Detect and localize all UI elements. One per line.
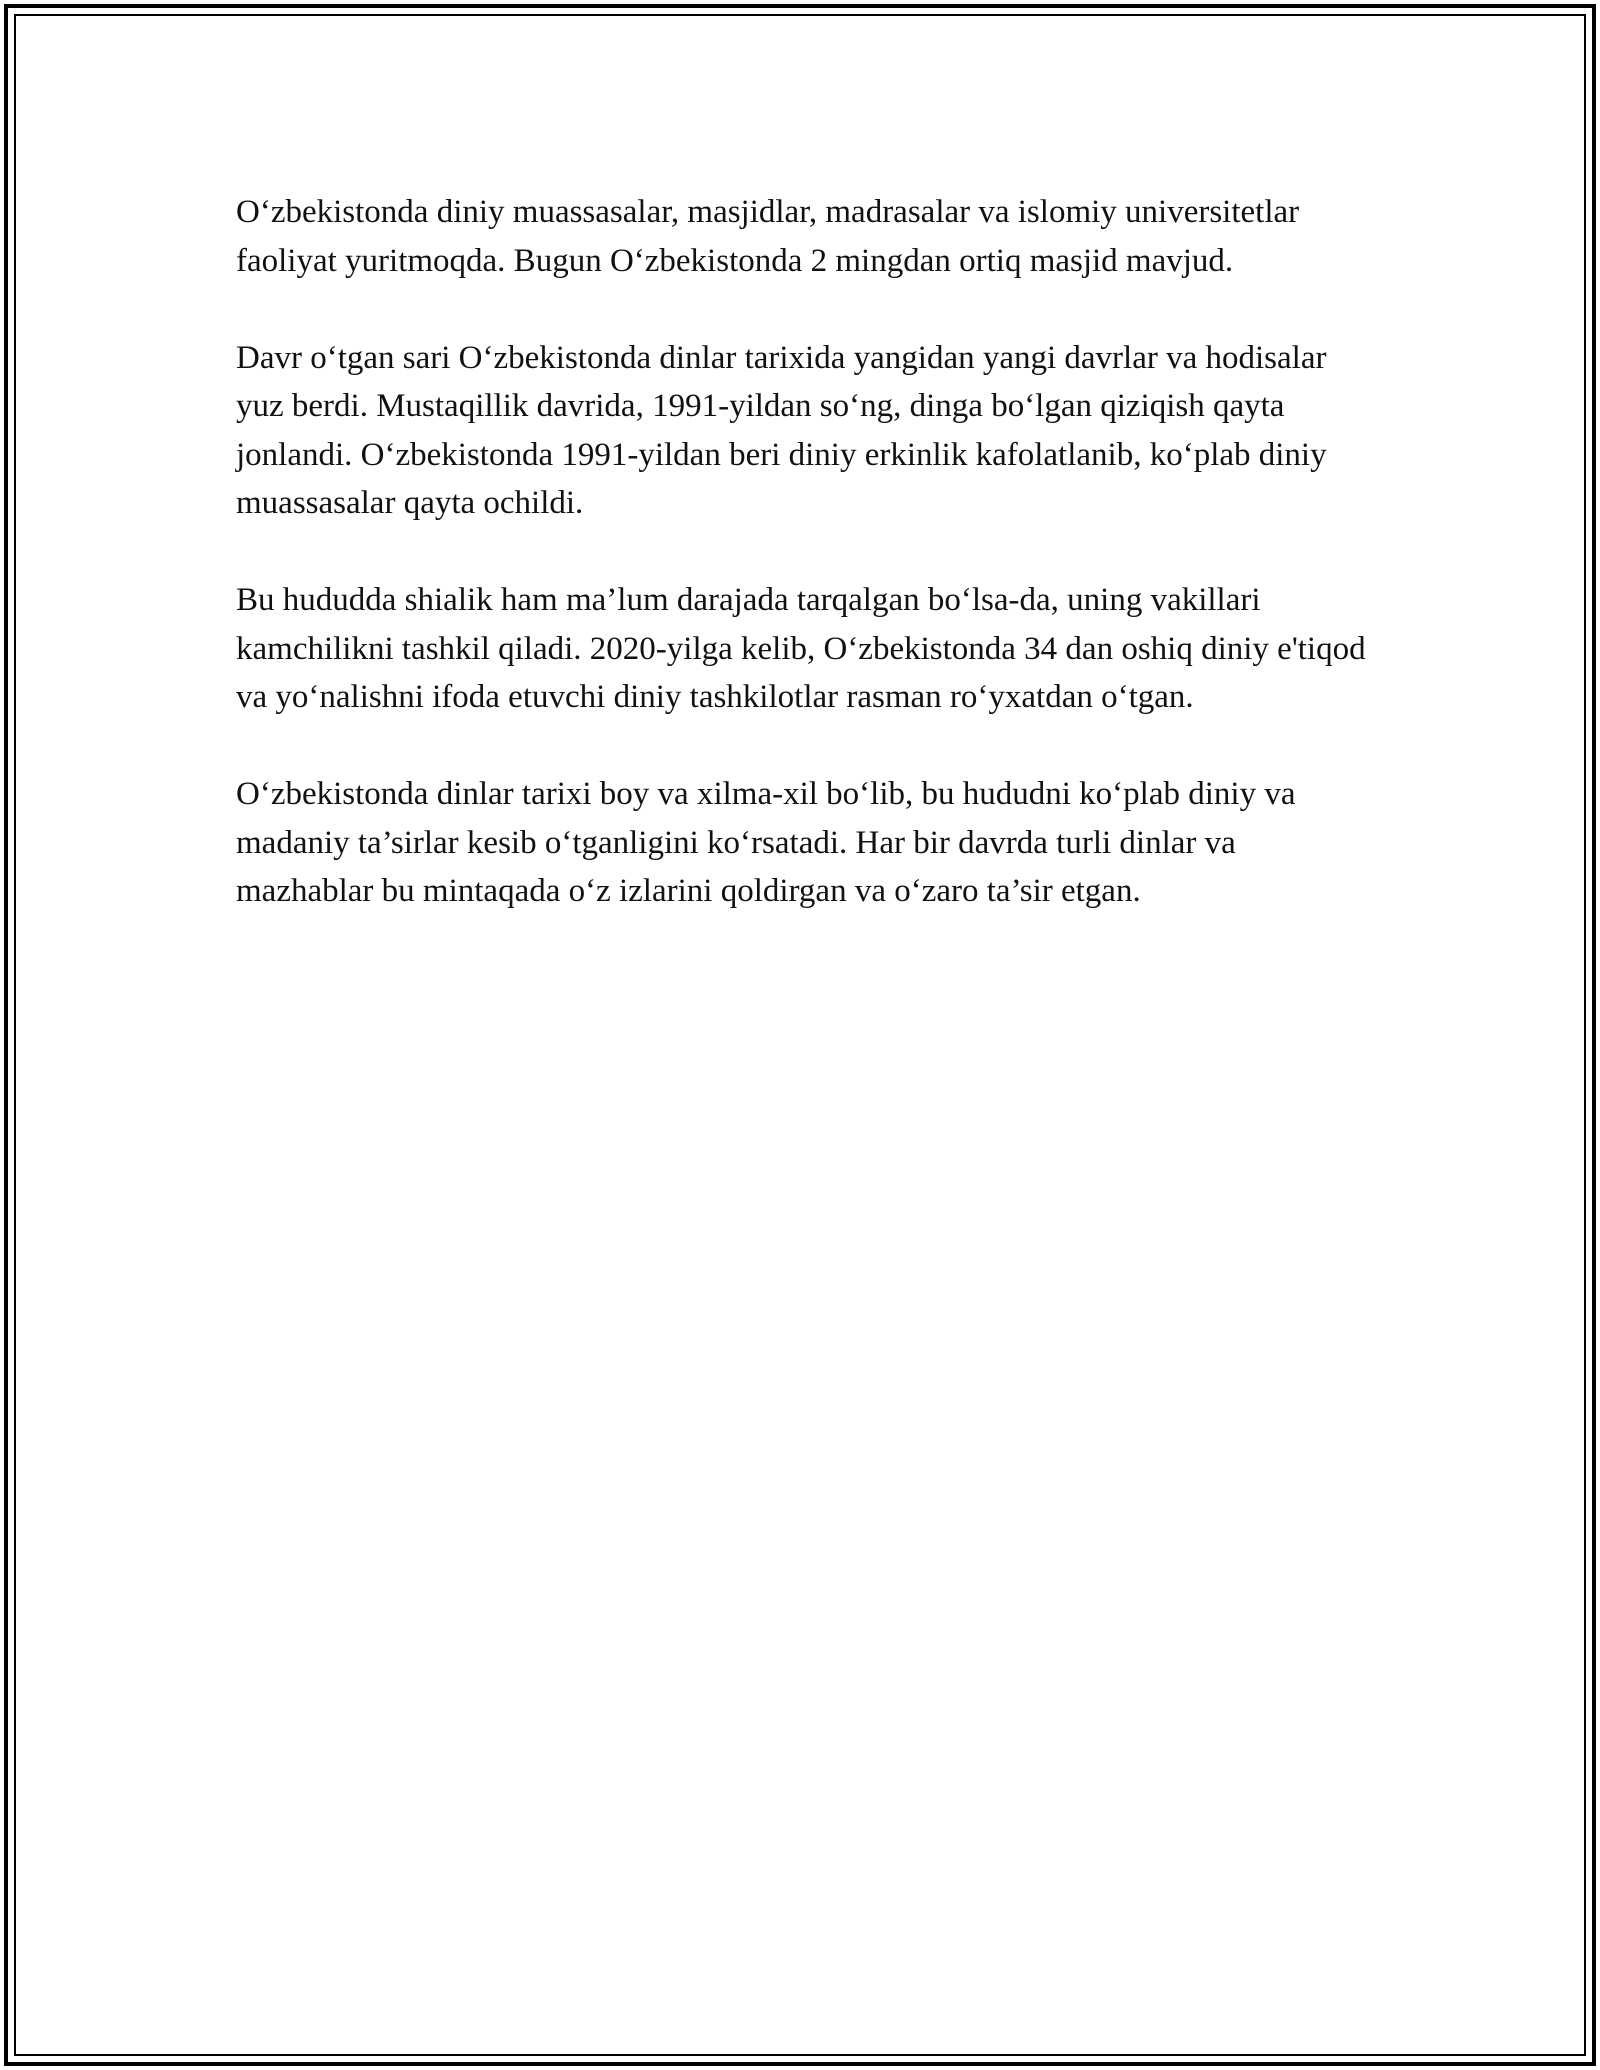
paragraph-1: O‘zbekistonda diniy muassasalar, masjidlar, madrasalar va islomiy universitetlar faoliyat yuritmoqda. Bugun O‘zbekistonda 2 mingdan ortiq masjid mavjud. [236, 194, 1300, 279]
paragraph-2: Davr o‘tgan sari O‘zbekistonda dinlar tarixida yangidan yangi davrlar va hodisalar yuz berdi. Mustaqillik davrida, 1991-yildan so‘ng, dinga bo‘lgan qiziqish qayta jonlandi. O‘zbekistonda 1991-yildan beri diniy erkinlik kafolatlanib, ko‘plab diniy muassasalar qayta ochildi. [236, 339, 1327, 521]
document-body [236, 188, 1366, 964]
paragraph-3: Bu hududda shialik ham ma’lum darajada tarqalgan bo‘lsa-da, uning vakillari kamchilikni tashkil qiladi. 2020-yilga kelib, O‘zbekistonda 34 dan oshiq diniy e'tiqod va yo‘nalishni ifoda etuvchi diniy tashkilotlar rasman ro‘yxatdan o‘tgan. [236, 582, 1366, 715]
paragraph-4: O‘zbekistonda dinlar tarixi boy va xilma-xil bo‘lib, bu hududni ko‘plab diniy va madaniy ta’sirlar kesib o‘tganligini ko‘rsatadi. Har bir davrda turli dinlar va mazhablar bu mintaqada o‘z izlarini qoldirgan va o‘zaro ta’sir etgan. [236, 776, 1296, 909]
